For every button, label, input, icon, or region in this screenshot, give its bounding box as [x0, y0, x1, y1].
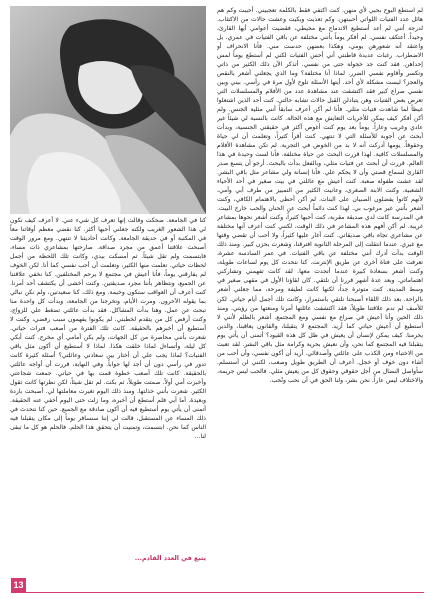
page-number: 13 — [11, 578, 26, 593]
article-photo — [10, 6, 206, 214]
article-text-right: لم استطع البوح بحبي لأي منهن. كنت اكتفي فقط بالكلمة تعجبيني. أحببت وكم هم هائل عدد الفتيات اللواتي أحببتهن. وكم تعذيت وبكيت وعشت حالات من الاكتئاب. لدرجة أنني لم أعد أستطيع الاندماج مع محيطي، فقضيت أعوامي أيها القارئ، وحيداً. أعتكف نفسي. لم أفكر يوماً بأنني مختلفة عن باقي الفتيات في عمري. بل واعتقد أنه شعورهن يومي، وهكذا بعضهن حدست مني. فأنا الانحراف أو الاضطراب. رغبات عديدة قاطنتي أني أحس الفتيات لكني لم أستطع يوماً لمس إحداهن. فقد كنت جد خجولة حتى من نفسي. أتذكر الآن ذلك الكثير من ذاتي وتكسر وأقاوم نفسي الضرر. لماذا أنا مختلفة؟ وما الذي يجعلني أشعر بالنقص والعجز؟ ليست مشكلة لأي أحد. أيتها الأسئلة تلوح لأول مرة في رأسي. بيني وبين نفسي صراع كبير فقد اكتشفت عند مشاهدة عدد من الأفلام والمسلسلات التي تعرض بعض الفتيات وهن يتبادلن القبل حالات تشابه حالتي. كنت أحد الذين اشتعلوا غيظاً لما شاهدت فتيات مثلي. فأنا لم أكن أعرف سابقاً أنني مثلية الجنس. ولم أكن أفكر كيف يمكن للأخريات التعايش مع هذه الحالة. كانت بالنسبة لي شيئاً غير عادي وغريب وعاراً. يوماً بعد يوم كنت أغوص أكثر في حقيقتي الجنسية، وبدأت أبحث عن أجوبة للأسئلة التي لا تنتهي. كنت أقرأ كثيراً، وتعلمت أن لي حياة وحقوقاً. يومها أدركت أنه لا بد من الخوض في التجربة. لم تكن مشاهدة الأفلام والمسلسلات كافية. لهذا قررت البحث عن حياة مختلفة. فأنا لست وحيدة في هذا العالم. قررت أن أبحث عن فتيات مثلي، وبالفعل بدأت بالبحث. أرجو أن يتسع صدر القارئ لسماع قصتي وأن لا يحكم علي. فأنا إنسانة ولي مشاعر مثل باقي البشر. لقد عشت طفولة صعبة. كنت أعيش مع عائلتي في بيت صغير في أحد الأحياء الشعبية. وكنت الابنة الصغرى، وعانيت الكثير من التمييز من طرف أبي وأمي، لأنهم كانوا يفضلون الصبيان على البنات. لم أكن أحظى بالاهتمام الكافي، وكنت أشعر بأنني غير مرغوب بي. لهذا كنت دائماً أبحث عن الحنان والحب خارج البيت. في المدرسة كانت لدي صديقة مقربة، كنت أحبها كثيراً، وكنت أشعر نحوها بمشاعر غريبة. لم أكن أفهم هذه المشاعر في ذلك الوقت، لكنني كنت أعرف أنها مختلفة عن مشاعري تجاه باقي صديقاتي. كنت أغار عليها كثيراً، ولا أحب أن تقضي وقتها مع غيري. عندما انتقلت إلى المرحلة الثانوية افترقنا، وشعرت بحزن كبير. ومنذ ذلك الوقت بدأت أدرك أنني مختلفة عن باقي الفتيات. في عمر السادسة عشرة، تعرفت على فتاة أخرى عن طريق الإنترنت. كنا نتحدث كل يوم لساعات طويلة، وكنت أشعر بسعادة كبيرة عندما أتحدث معها. لقد كانت تفهمني وتشاركني اهتماماتي. وبعد عدة أشهر قررنا أن نلتقي. كان لقاؤنا الأول في مقهى صغير في وسط المدينة. كنت متوترة جداً، لكنها كانت لطيفة ومرحة، مما جعلني أشعر بالراحة. بعد ذلك اللقاء أصبحنا نلتقي باستمرار، وكانت تلك أجمل أيام حياتي. لكن للأسف لم تدم علاقتنا طويلاً، فقد اكتشفت عائلتها أمرنا ومنعتها من رؤيتي. ومنذ ذلك الحين وأنا أعيش في صراع مع نفسي ومع المجتمع. أشعر بالظلم لأنني لا أستطيع أن أعيش حياتي كما أريد. المجتمع لا يتقبلنا، والقانون يعاقبنا، والدين يحرمنا. كيف يمكن لإنسان أن يعيش في ظل كل هذه القيود؟ أتمنى أن يأتي يوم يتقبلنا فيه المجتمع كما نحن، وأن نعيش بحرية وكرامة مثل باقي البشر. لقد تعبت من الاختباء ومن الكذب على عائلتي وأصدقائي. أريد أن أكون نفسي، وأن أحب من أشاء دون خوف أو خجل. أعرف أن الطريق طويل وصعب، لكنني لن أستسلم. سأواصل النضال من أجل حقوقي وحقوق كل من يعيش مثلي. فالحب ليس جريمة، والاختلاف ليس عاراً. نحن بشر، ولنا الحق في أن نحب ونُحب. — [217, 7, 423, 384]
article-column-left — [10, 216, 206, 552]
photo-illustration — [10, 6, 206, 214]
continuation-note: يتبع في العدد القادم... — [134, 554, 206, 562]
article-column-right — [217, 6, 423, 576]
footer-rule — [26, 592, 424, 593]
article-text-left: كنا في الجامعة. ضحكت وقالت إنها تعرف كل شيء عني. لا أعرف كيف تكون لي هذا الشعور الغريب ولكنه جعلني أحبها أكثر. كنا نقضي معظم أوقاتنا معاً في المكتبة أو في حديقة الجامعة. وكانت أحاديثنا لا تنتهي. ومع مرور الوقت أصبحت علاقتنا أعمق من مجرد صداقة. صارحتها بمشاعري ذات مساء، فابتسمت ولم تقل شيئاً. ثم أمسكت بيدي، وكانت تلك اللحظة من أجمل لحظات حياتي. تعلمت منها الكثير، وتعلمت أن أحب نفسي كما أنا. لكن الخوف لم يفارقني يوماً، فأنا أعيش في مجتمع لا يرحم المختلفين. كنا نخفي علاقتنا عن الجميع، ونتظاهر بأننا مجرد صديقتين. وكنت أخشى أن يكتشف أحد أمرنا. كنت أعرف أن العواقب ستكون وخيمة. ومع ذلك، كنا سعيدتين، ولم نكن نبالي بما يقوله الآخرون. ومرت الأيام، وتخرجنا من الجامعة، وبدأت كل واحدة منا تبحث عن عمل. وهنا بدأت المشاكل. فقد بدأت عائلتي تضغط علي للزواج، وكنت أرفض كل من يتقدم لخطبتي. لم يكونوا يفهمون سبب رفضي، وكنت لا أستطيع أن أخبرهم بالحقيقة. كانت تلك الفترة من أصعب فترات حياتي. شعرت بأنني محاصرة من كل الجهات، ولم يكن أمامي أي مخرج. كنت أبكي كل ليلة، وأتساءل لماذا خلقت هكذا. لماذا لا أستطيع أن أكون مثل باقي الفتيات؟ لماذا يجب علي أن أختار بين سعادتي وعائلتي؟ أسئلة كثيرة كانت تدور في رأسي دون أن أجد لها جواباً. وفي النهاية، قررت أن أواجه عائلتي بالحقيقة. كانت تلك أصعب خطوة قمت بها في حياتي. جمعت شجاعتي وأخبرت أمي أولاً. صمتت طويلاً، ثم بكت. لم تقل شيئاً، لكن نظرتها كانت تقول الكثير. شعرت بأنني خذلتها. ومنذ ذلك اليوم تغيرت معاملتها لي. أصبحت باردة وبعيدة. أما أبي فلم أستطع أن أخبره، وما زلت حتى اليوم أخفي عنه الحقيقة. أتمنى أن يأتي يوم أستطيع فيه أن أكون صادقة مع الجميع. حين كنا نتحدث في ذلك المساء عن المستقبل، قالت لي إننا سنسافر يوماً إلى مكان يتقبلنا فيه الناس كما نحن. ابتسمت، وتمنيت أن يتحقق هذا الحلم. فالحلم هو كل ما تبقى لنا... — [10, 217, 206, 441]
